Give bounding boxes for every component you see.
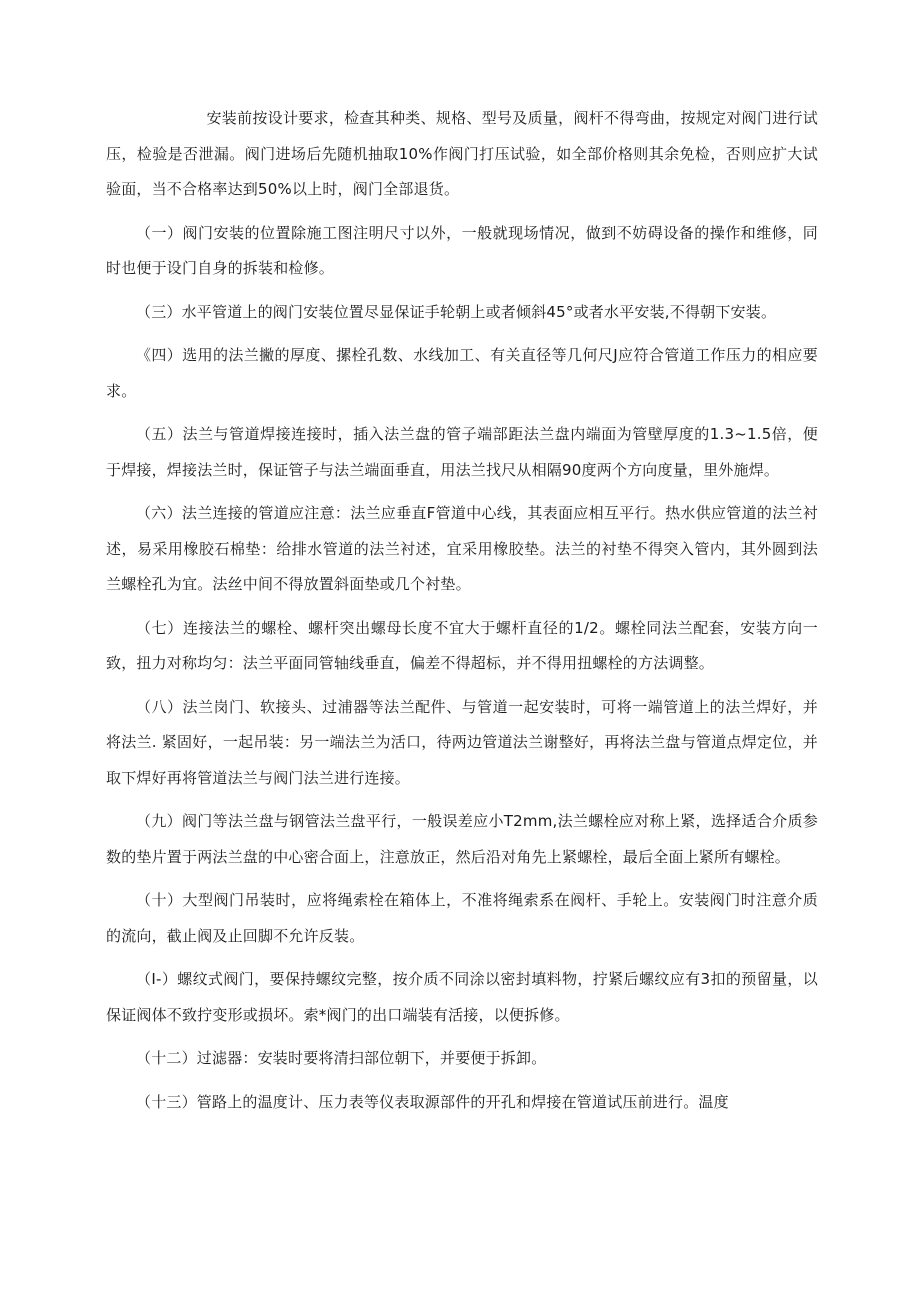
paragraph-item-5: （五）法兰与管道焊接连接时，插入法兰盘的管子端部距法兰盘内端面为管壁厚度的1.3~1.5倍，便于焊接，焊接法兰时，保证管子与法兰端面垂直，用法兰找尺从相隔90度两个方向度量，里外施焊。: [106, 425, 818, 479]
paragraph-intro: 安装前按设计要求，检查其种类、规格、型号及质量，阀杆不得弯曲，按规定对阀门进行试压，检验是否泄漏。阀门进场后先随机抽取10%作阀门打压试验，如全部价格则其余免检，否则应扩大试验面，当不合格率达到50%以上时，阀门全部退货。: [106, 109, 818, 198]
paragraph-item-3: （三）水平管道上的阀门安装位置尽显保证手轮朝上或者倾斜45°或者水平安装,不得朝下安装。: [136, 302, 777, 321]
paragraph-item-9: （九）阀门等法兰盘与钢管法兰盘平行，一般误差应小T2mm,法兰螺栓应对称上紧，选择适合介质参数的垫片置于两法兰盘的中心密合面上，注意放正，然后沿对角先上紧螺栓，最后全面上紧所有螺栓。: [106, 812, 818, 866]
paragraph-item-10: （十）大型阀门吊装时，应将绳索栓在箱体上，不准将绳索系在阀杆、手轮上。安装阀门时注意介质的流向，截止阀及止回脚不允许反装。: [106, 891, 818, 945]
paragraph-item-7: （七）连接法兰的螺栓、螺杆突出螺母长度不宜大于螺杆直径的1/2。螺栓同法兰配套，安装方向一致，扭力对称均匀：法兰平面同管轴线垂直，偏差不得超标，并不得用扭螺栓的方法调整。: [106, 618, 818, 672]
paragraph-item-8: （八）法兰岗门、软接头、过浦器等法兰配件、与管道一起安装时，可将一端管道上的法兰焊好，并将法兰. 紧固好，一起吊装：另一端法兰为活口，待两边管道法兰谢整好，再将法兰盘与管道点焊定位，并取下焊好再将管道法兰与阀门法兰进行连接。: [106, 697, 818, 787]
paragraph-item-6: （六）法兰连接的管道应注意：法兰应垂直F管道中心线，其表面应相互平行。热水供应管道的法兰衬述，易采用橡胶石棉垫：给排水管道的法兰衬述，宜采用橡胶垫。法兰的衬垫不得突入管内，其外圆到法兰螺栓孔为宜。法丝中间不得放置斜面垫或几个衬垫。: [106, 504, 818, 593]
paragraph-item-13: （十三）管路上的温度计、压力表等仪表取源部件的开孔和焊接在管道试压前进行。温度: [136, 1092, 729, 1111]
paragraph-item-1: （一）阀门安装的位置除施工图注明尺寸以外，一般就现场情况，做到不妨碍设备的操作和维修，同时也便于设门自身的拆装和检修。: [106, 223, 818, 277]
paragraph-item-4: 《四）选用的法兰撇的厚度、摞栓孔数、水线加工、有关直径等几何尺J应符合管道工作压力的相应要求。: [106, 346, 818, 400]
document-body: [106, 101, 818, 1120]
paragraph-item-11: （I-）螺纹式阀门，要保持螺纹完整，按介质不同涂以密封填料物，拧紧后螺纹应有3扣的预留量，以保证阀体不致拧变形或损坏。索*阀门的出口端装有活接，以便拆修。: [106, 970, 818, 1024]
paragraph-item-12: （十二）过滤器：安装时要将清扫部位朝下，并要便于拆卸。: [136, 1049, 547, 1067]
